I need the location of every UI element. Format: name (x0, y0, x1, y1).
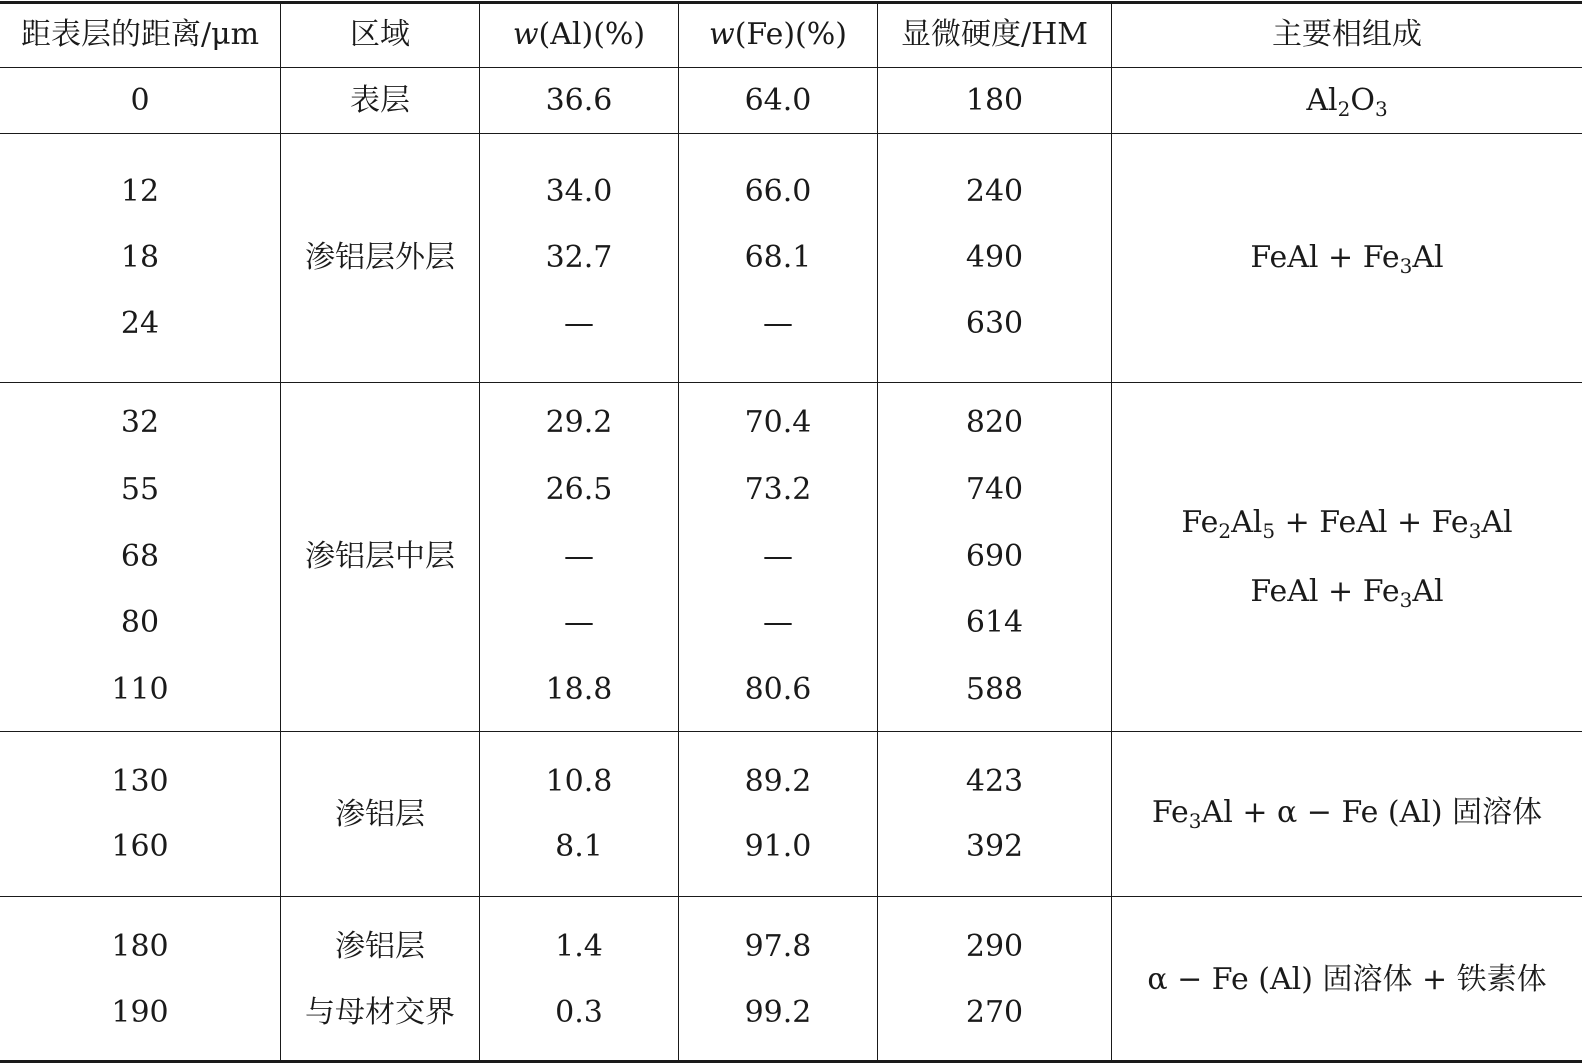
phase-subscript: 3 (1188, 809, 1202, 833)
cell-hardness: 740 (965, 472, 1024, 507)
cell-w-al: 32.7 (545, 240, 613, 275)
phase-text: + FeAl + Fe (1275, 505, 1469, 540)
header-w-fe-label: (Fe)(%) (734, 17, 847, 52)
cell-hardness: 240 (965, 174, 1024, 209)
cell-w-fe: 99.2 (744, 995, 812, 1030)
header-w-al (480, 18, 678, 52)
cell-region: 渗铝层外层 (305, 240, 455, 275)
table-bottom-rule (0, 1060, 1582, 1063)
cell-region: 渗铝层中层 (305, 539, 455, 574)
cell-w-al: — (564, 605, 594, 640)
phase-subscript: 5 (1262, 519, 1276, 543)
phase-text: Al (1306, 83, 1338, 118)
header-phase: 主要相组成 (1272, 17, 1422, 52)
cell-w-fe: 80.6 (744, 672, 812, 707)
cell-hardness: 690 (965, 539, 1024, 574)
cell-w-fe: — (763, 306, 793, 341)
cell-hardness: 588 (965, 672, 1024, 707)
cell-distance: 130 (111, 764, 169, 799)
header-hardness: 显微硬度/HM (901, 17, 1088, 52)
cell-region: 表层 (350, 83, 410, 118)
cell-phase (1112, 574, 1582, 612)
column-divider (678, 3, 679, 1061)
cell-w-al: 10.8 (545, 764, 613, 799)
cell-distance: 0 (130, 83, 150, 118)
phase-subscript: 2 (1218, 519, 1232, 543)
cell-region: 与母材交界 (305, 995, 455, 1030)
cell-distance: 80 (120, 605, 160, 640)
cell-distance: 68 (120, 539, 160, 574)
cell-w-al: — (564, 306, 594, 341)
header-w-fe (679, 18, 877, 52)
cell-hardness: 820 (965, 405, 1024, 440)
cell-distance: 18 (120, 240, 160, 275)
header-rule (0, 67, 1582, 68)
phase-subscript: 2 (1337, 97, 1351, 121)
header-distance: 距表层的距离/μm (20, 17, 260, 52)
cell-w-al: 34.0 (545, 174, 613, 209)
header-w-al-label: (Al)(%) (538, 17, 646, 52)
phase-text: Fe (1151, 795, 1189, 830)
cell-w-al: 29.2 (545, 405, 613, 440)
row-rule (0, 896, 1582, 897)
w-variable: w (709, 17, 735, 52)
phase-text: Al (1412, 240, 1444, 275)
phase-text: O (1350, 83, 1375, 118)
cell-w-fe: — (763, 605, 793, 640)
cell-distance: 180 (111, 929, 169, 964)
cell-region: 渗铝层 (335, 797, 425, 832)
cell-hardness: 423 (965, 764, 1024, 799)
row-rule (0, 731, 1582, 732)
cell-distance: 32 (120, 405, 160, 440)
cell-distance: 110 (111, 672, 169, 707)
header-region: 区域 (350, 17, 410, 52)
cell-phase (1112, 83, 1582, 121)
phase-subscript: 3 (1468, 519, 1482, 543)
cell-distance: 55 (120, 472, 160, 507)
cell-w-fe: — (763, 539, 793, 574)
cell-distance: 12 (120, 174, 160, 209)
row-rule (0, 382, 1582, 383)
phase-subscript: 3 (1374, 97, 1388, 121)
cell-w-al: 1.4 (555, 929, 603, 964)
cell-hardness: 290 (965, 929, 1024, 964)
cell-w-al: — (564, 539, 594, 574)
cell-phase (1112, 795, 1582, 833)
row-rule (0, 133, 1582, 134)
phase-text: Al (1412, 574, 1444, 609)
cell-hardness: 180 (965, 83, 1024, 118)
cell-w-fe: 66.0 (744, 174, 812, 209)
phase-text: Al (1481, 505, 1513, 540)
phase-text: FeAl + Fe (1250, 240, 1400, 275)
cell-w-al: 18.8 (545, 672, 613, 707)
cell-hardness: 614 (965, 605, 1024, 640)
cell-w-al: 8.1 (555, 829, 603, 864)
cell-hardness: 490 (965, 240, 1024, 275)
cell-w-al: 36.6 (545, 83, 613, 118)
cell-w-al: 0.3 (555, 995, 603, 1030)
cell-hardness: 392 (965, 829, 1024, 864)
cell-phase: α − Fe (Al) 固溶体 + 铁素体 (1147, 962, 1547, 997)
phase-text: Fe (1181, 505, 1219, 540)
cell-w-fe: 68.1 (744, 240, 812, 275)
cell-w-fe: 97.8 (744, 929, 812, 964)
cell-w-fe: 64.0 (744, 83, 812, 118)
cell-w-al: 26.5 (545, 472, 613, 507)
phase-subscript: 3 (1399, 588, 1413, 612)
cell-phase (1112, 240, 1582, 278)
column-divider (280, 3, 281, 1061)
cell-w-fe: 73.2 (744, 472, 812, 507)
w-variable: w (512, 17, 539, 52)
cell-distance: 190 (111, 995, 169, 1030)
cell-distance: 24 (120, 306, 160, 341)
cell-distance: 160 (111, 829, 169, 864)
cell-hardness: 270 (965, 995, 1024, 1030)
cell-w-fe: 91.0 (744, 829, 812, 864)
column-divider (877, 3, 878, 1061)
phase-subscript: 3 (1399, 254, 1413, 278)
phase-text: Al + α − Fe (Al) 固溶体 (1201, 795, 1543, 830)
phase-text: FeAl + Fe (1250, 574, 1400, 609)
table-top-rule (0, 1, 1582, 4)
cell-w-fe: 70.4 (744, 405, 812, 440)
cell-w-fe: 89.2 (744, 764, 812, 799)
phase-text: Al (1231, 505, 1263, 540)
column-divider (479, 3, 480, 1061)
cell-phase (1112, 505, 1582, 543)
cell-hardness: 630 (965, 306, 1024, 341)
cell-region: 渗铝层 (335, 929, 425, 964)
